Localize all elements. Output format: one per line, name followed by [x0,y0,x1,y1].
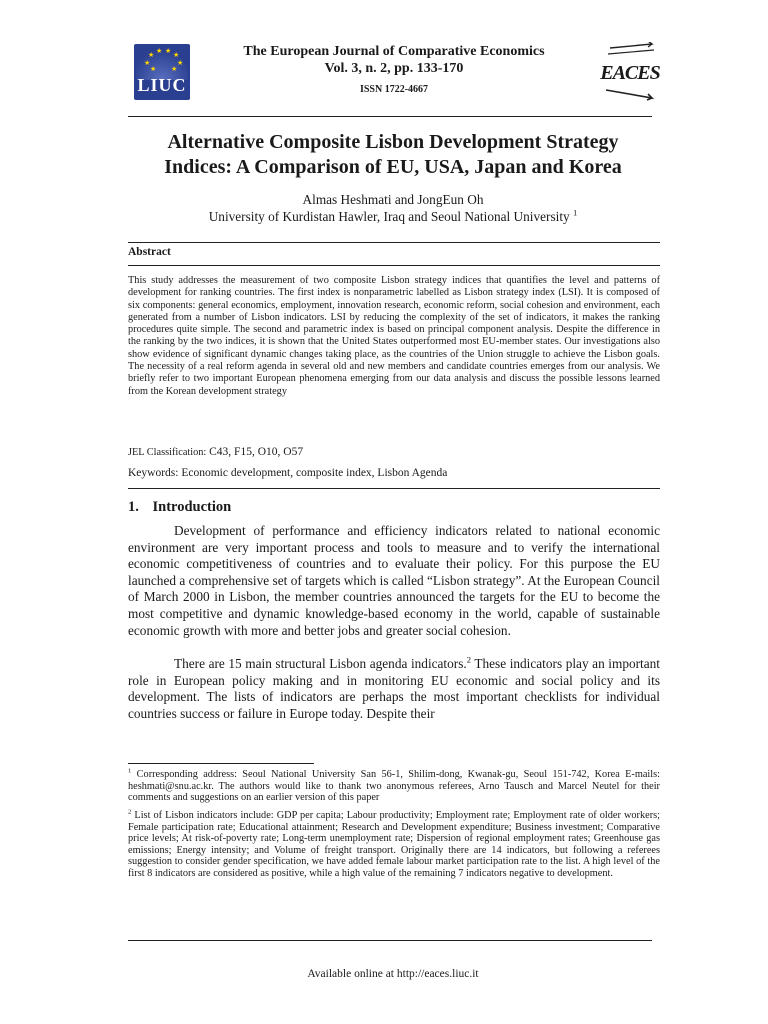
footnote-ref-1[interactable]: 1 [573,207,578,218]
body-paragraph-1: Development of performance and efficiency indicators related to national economic environment are very important process and tools to measure and to verify the international economic competitiveness of countries and to evaluate their policy. For this purpose the EU launched a comprehensive set of targets which is called “Lisbon strategy”. At the European Council of March 2000 in Lisbon, the member countries announced the targets for the EU to become the most competitive and dynamic knowledge-based economy in the world, capable of sustainable economic growth with more and better jobs and greater social cohesion. [128,523,660,638]
author-affiliation [100,209,686,225]
journal-issn: ISSN 1722-4667 [359,84,429,95]
star-icon: ★ [150,65,157,73]
journal-volume: Vol. 3, n. 2, pp. 133-170 [324,61,464,76]
star-icon: ★ [144,59,151,67]
footnote-1-mark: 1 [128,767,132,775]
star-icon: ★ [171,65,178,73]
star-icon: ★ [173,51,180,59]
paper-title-line2: Indices: A Comparison of EU, USA, Japan and Korea [164,156,622,178]
abstract-bottom-rule [128,488,660,489]
star-icon: ★ [165,47,172,55]
section-number: 1. [128,499,139,515]
abstract-heading: Abstract [128,246,171,258]
affiliation-text: University of Kurdistan Hawler, Iraq and Seoul National University [208,209,570,224]
footnote-1-text: Corresponding address: Seoul National University San 56-1, Shilim-dong, Kwanak-gu, Seoul 151-742, Korea E-mails: heshmati@snu.ac.kr. The authors would like to thank two anonymous referees, Arno Tausch and Marcel Neutel for their comments and suggestions on an earlier version of this paper [128,769,660,804]
footnote-2-text: List of Lisbon indicators include: GDP per capita; Labour productivity; Employment rate; Employment rate of older workers; Female participation rate; Educational attainment; Research and Development expenditure; Business investment; Comparative price levels; At risk-of-poverty rate; Long-term unemployment rate; Dispersion of regional employment rates; Greenhouse gas emissions; Energy intensity; and Volume of freight transport. Originally there are 14 indicators, but following a referees suggestion to consider gender specification, we have added female labour market participation rate to the list. A high level of the first 8 indicators are considered as positive, while a high value of the remaining 7 indicators negative to development. [128,810,660,879]
footnote-separator [128,763,314,764]
jel-label: JEL Classification: [128,447,207,458]
body-paragraph-2 [128,656,660,722]
journal-name: The European Journal of Comparative Economics [243,44,545,59]
footer-availability: Available online at http://eaces.liuc.it [307,968,479,980]
author-names: Almas Heshmati and JongEun Oh [302,192,484,207]
body-paragraph-2-rest: These indicators play an important role in European policy making and in monitoring EU economic and social policy and its development. The lists of indicators are perhaps the most important checklists for individual countries success or failure in Europe today. Despite their [128,656,660,721]
abstract-heading-rule [128,265,660,266]
section-title: Introduction [152,499,232,515]
paper-title-line1: Alternative Composite Lisbon Development Strategy [167,131,619,153]
keywords-label: Keywords: [128,467,179,479]
abstract-top-rule [128,242,660,243]
abstract-text: This study addresses the measurement of two composite Lisbon strategy indices that quantifies the level and patterns of development for ranking countries. The first index is nonparametric labelled as Lisbon strategy index (LSI). It is composed of six components: general economics, employment, innovation research, economic reform, social cohesion and environment, each generated from a number of Lisbon indicators. LSI by reducing the complexity of the set of indicators, it makes the ranking procedures quite simple. The second and parametric index is based on principal component analysis. Despite the difference in the ranking by the two indices, it is shown that the United States outperformed most EU-member states. Our investigations also show evidence of significant dynamic changes taking place, as the countries of the Union struggle to achieve the Lisbon goals. The necessity of a real reform agenda in several old and new members and candidate countries emerges from our analysis. We briefly refer to two important European phenomena emerging from our data analysis and discuss the possible lessons learned from the Korean development strategy [128,275,660,397]
section-heading [128,499,231,516]
jel-classification [128,446,660,458]
keywords-text: Economic development, composite index, Lisbon Agenda [181,467,448,479]
eaces-logo-text: EACES [600,62,660,84]
keywords [128,467,660,479]
star-icon: ★ [156,47,163,55]
star-icon: ★ [148,51,155,59]
footnote-ref-2[interactable]: 2 [466,654,472,665]
footnote-2-mark: 2 [128,808,132,816]
liuc-logo-text: LIUC [137,75,187,95]
body-paragraph-2-start: There are 15 main structural Lisbon agenda indicators. [174,656,467,671]
header-rule [128,116,652,117]
footnote-1 [128,769,660,804]
jel-codes: C43, F15, O10, O57 [209,446,304,458]
footer-rule [128,940,652,941]
footnote-2 [128,810,660,880]
star-icon: ★ [177,59,184,67]
